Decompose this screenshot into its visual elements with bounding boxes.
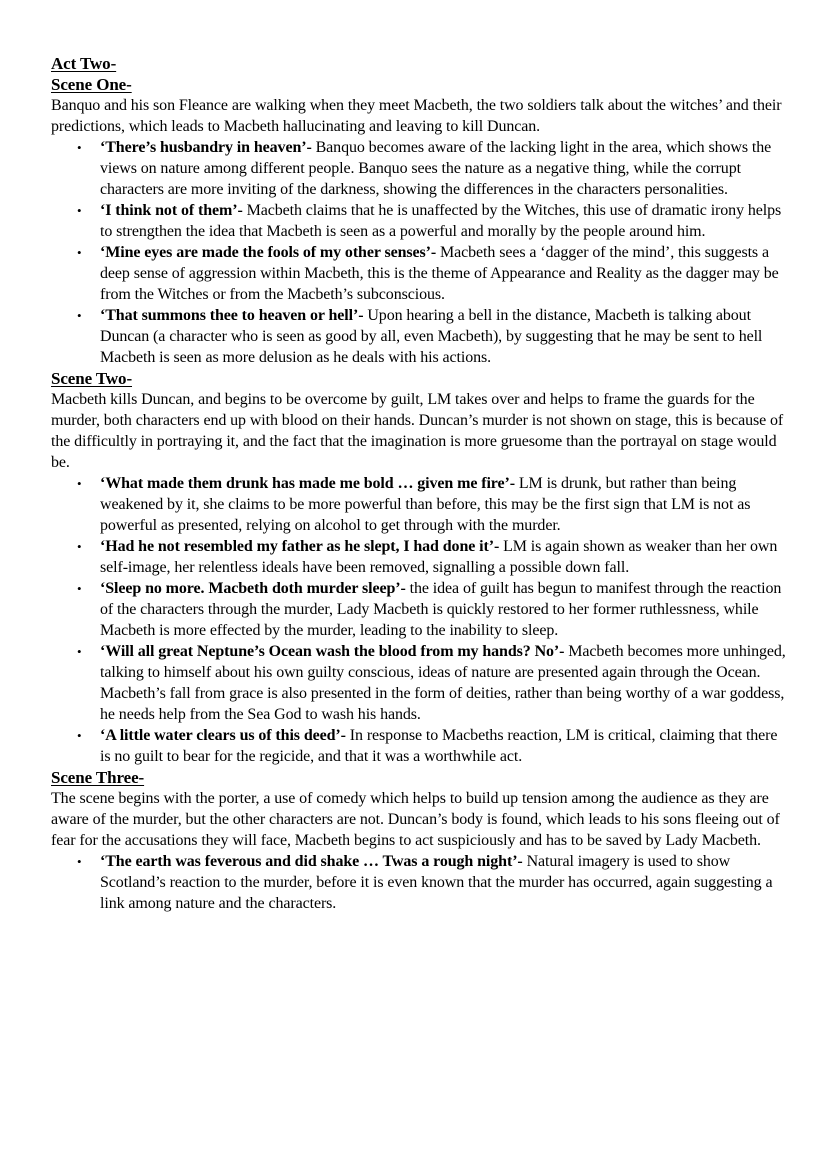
analysis-text: Macbeth becomes more unhinged, talking to himself about his own guilty conscious, ideas of nature are presented again through the Ocean. Macbeth’s fall from grace is also presented in the form of deities, rather than being worthy of a war goddess, he needs help from the Sea God to wash his hands. [100, 643, 786, 723]
list-item [77, 242, 786, 305]
scene-heading: Scene One- [51, 75, 132, 94]
bullet-icon: • [77, 140, 82, 155]
quote-list [51, 851, 786, 914]
list-item [77, 305, 786, 368]
bullet-icon: • [77, 203, 82, 218]
document-content [51, 53, 786, 914]
bullet-icon: • [77, 539, 82, 554]
list-item [77, 578, 786, 641]
quote-text: ‘Will all great Neptune’s Ocean wash the blood from my hands? No’- [100, 643, 565, 660]
act-title: Act Two- [51, 54, 117, 73]
quote-text: ‘Sleep no more. Macbeth doth murder sleep’- [100, 580, 406, 597]
analysis-text: the idea of guilt has begun to manifest through the reaction of the characters through the murder, Lady Macbeth is quickly restored to her former ruthlessness, while Macbeth is more effected by the murder, leading to the inability to sleep. [100, 580, 782, 639]
scene-heading: Scene Three- [51, 768, 145, 787]
bullet-icon: • [77, 644, 82, 659]
quote-text: ‘A little water clears us of this deed’- [100, 727, 346, 744]
scene-summary: Macbeth kills Duncan, and begins to be overcome by guilt, LM takes over and helps to frame the guards for the murder, both characters end up with blood on their hands. Duncan’s murder is not shown on stage, this is because of the difficultly in portraying it, and the fact that the imagination is more gruesome than the portrayal on stage would be. [51, 391, 784, 471]
bullet-icon: • [77, 308, 82, 323]
scene-summary: The scene begins with the porter, a use of comedy which helps to build up tension among the audience as they are aware of the murder, but the other characters are not. Duncan’s body is found, which leads to his sons fleeing out of fear for the accusations they will face, Macbeth begins to act suspiciously and has to be saved by Lady Macbeth. [51, 790, 780, 849]
quote-text: ‘That summons thee to heaven or hell’- [100, 307, 364, 324]
list-item [77, 641, 786, 725]
bullet-icon: • [77, 854, 82, 869]
list-item [77, 473, 786, 536]
scene-summary: Banquo and his son Fleance are walking when they meet Macbeth, the two soldiers talk about the witches’ and their predictions, which leads to Macbeth hallucinating and leaving to kill Duncan. [51, 97, 782, 135]
bullet-icon: • [77, 476, 82, 491]
bullet-icon: • [77, 581, 82, 596]
list-item [77, 137, 786, 200]
quote-text: ‘The earth was feverous and did shake … Twas a rough night’- [100, 853, 523, 870]
analysis-text: LM is drunk, but rather than being weakened by it, she claims to be more powerful than before, this may be the first sign that LM is not as powerful as presented, relying on alcohol to get through with the murder. [100, 475, 751, 534]
quote-text: ‘Had he not resembled my father as he slept, I had done it’- [100, 538, 500, 555]
analysis-text: Macbeth claims that he is unaffected by the Witches, this use of dramatic irony helps to strengthen the idea that Macbeth is seen as a powerful and morally by the people around him. [100, 202, 782, 240]
list-item [77, 200, 786, 242]
scene-two-section [51, 368, 786, 767]
scene-three-section [51, 767, 786, 914]
analysis-text: Banquo becomes aware of the lacking light in the area, which shows the views on nature among different people. Banquo sees the nature as a negative thing, while the corrupt characters are more inviting of the darkness, showing the differences in the characters personalities. [100, 139, 772, 198]
quote-text: ‘There’s husbandry in heaven’- [100, 139, 312, 156]
list-item [77, 536, 786, 578]
quote-text: ‘Mine eyes are made the fools of my other senses’- [100, 244, 437, 261]
scene-heading: Scene Two- [51, 369, 133, 388]
analysis-text: Natural imagery is used to show Scotland’s reaction to the murder, before it is even known that the murder has occurred, again suggesting a link among nature and the characters. [100, 853, 773, 912]
analysis-text: LM is again shown as weaker than her own self-image, her relentless ideals have been removed, signalling a possible down fall. [100, 538, 778, 576]
bullet-icon: • [77, 245, 82, 260]
quote-list [51, 473, 786, 767]
analysis-text: Upon hearing a bell in the distance, Macbeth is talking about Duncan (a character who is seen as good by all, even Macbeth), by suggesting that he may be sent to hell Macbeth is seen as more delusion as he deals with his actions. [100, 307, 763, 366]
scene-one-section [51, 74, 786, 368]
list-item [77, 851, 786, 914]
bullet-icon: • [77, 728, 82, 743]
analysis-text: In response to Macbeths reaction, LM is critical, claiming that there is no guilt to bear for the regicide, and that it was a worthwhile act. [100, 727, 778, 765]
analysis-text: Macbeth sees a ‘dagger of the mind’, this suggests a deep sense of aggression within Macbeth, this is the theme of Appearance and Reality as the dagger may be from the Witches or from the Macbeth’s subconscious. [100, 244, 779, 303]
quote-list [51, 137, 786, 368]
list-item [77, 725, 786, 767]
quote-text: ‘What made them drunk has made me bold … given me fire’- [100, 475, 515, 492]
quote-text: ‘I think not of them’- [100, 202, 243, 219]
